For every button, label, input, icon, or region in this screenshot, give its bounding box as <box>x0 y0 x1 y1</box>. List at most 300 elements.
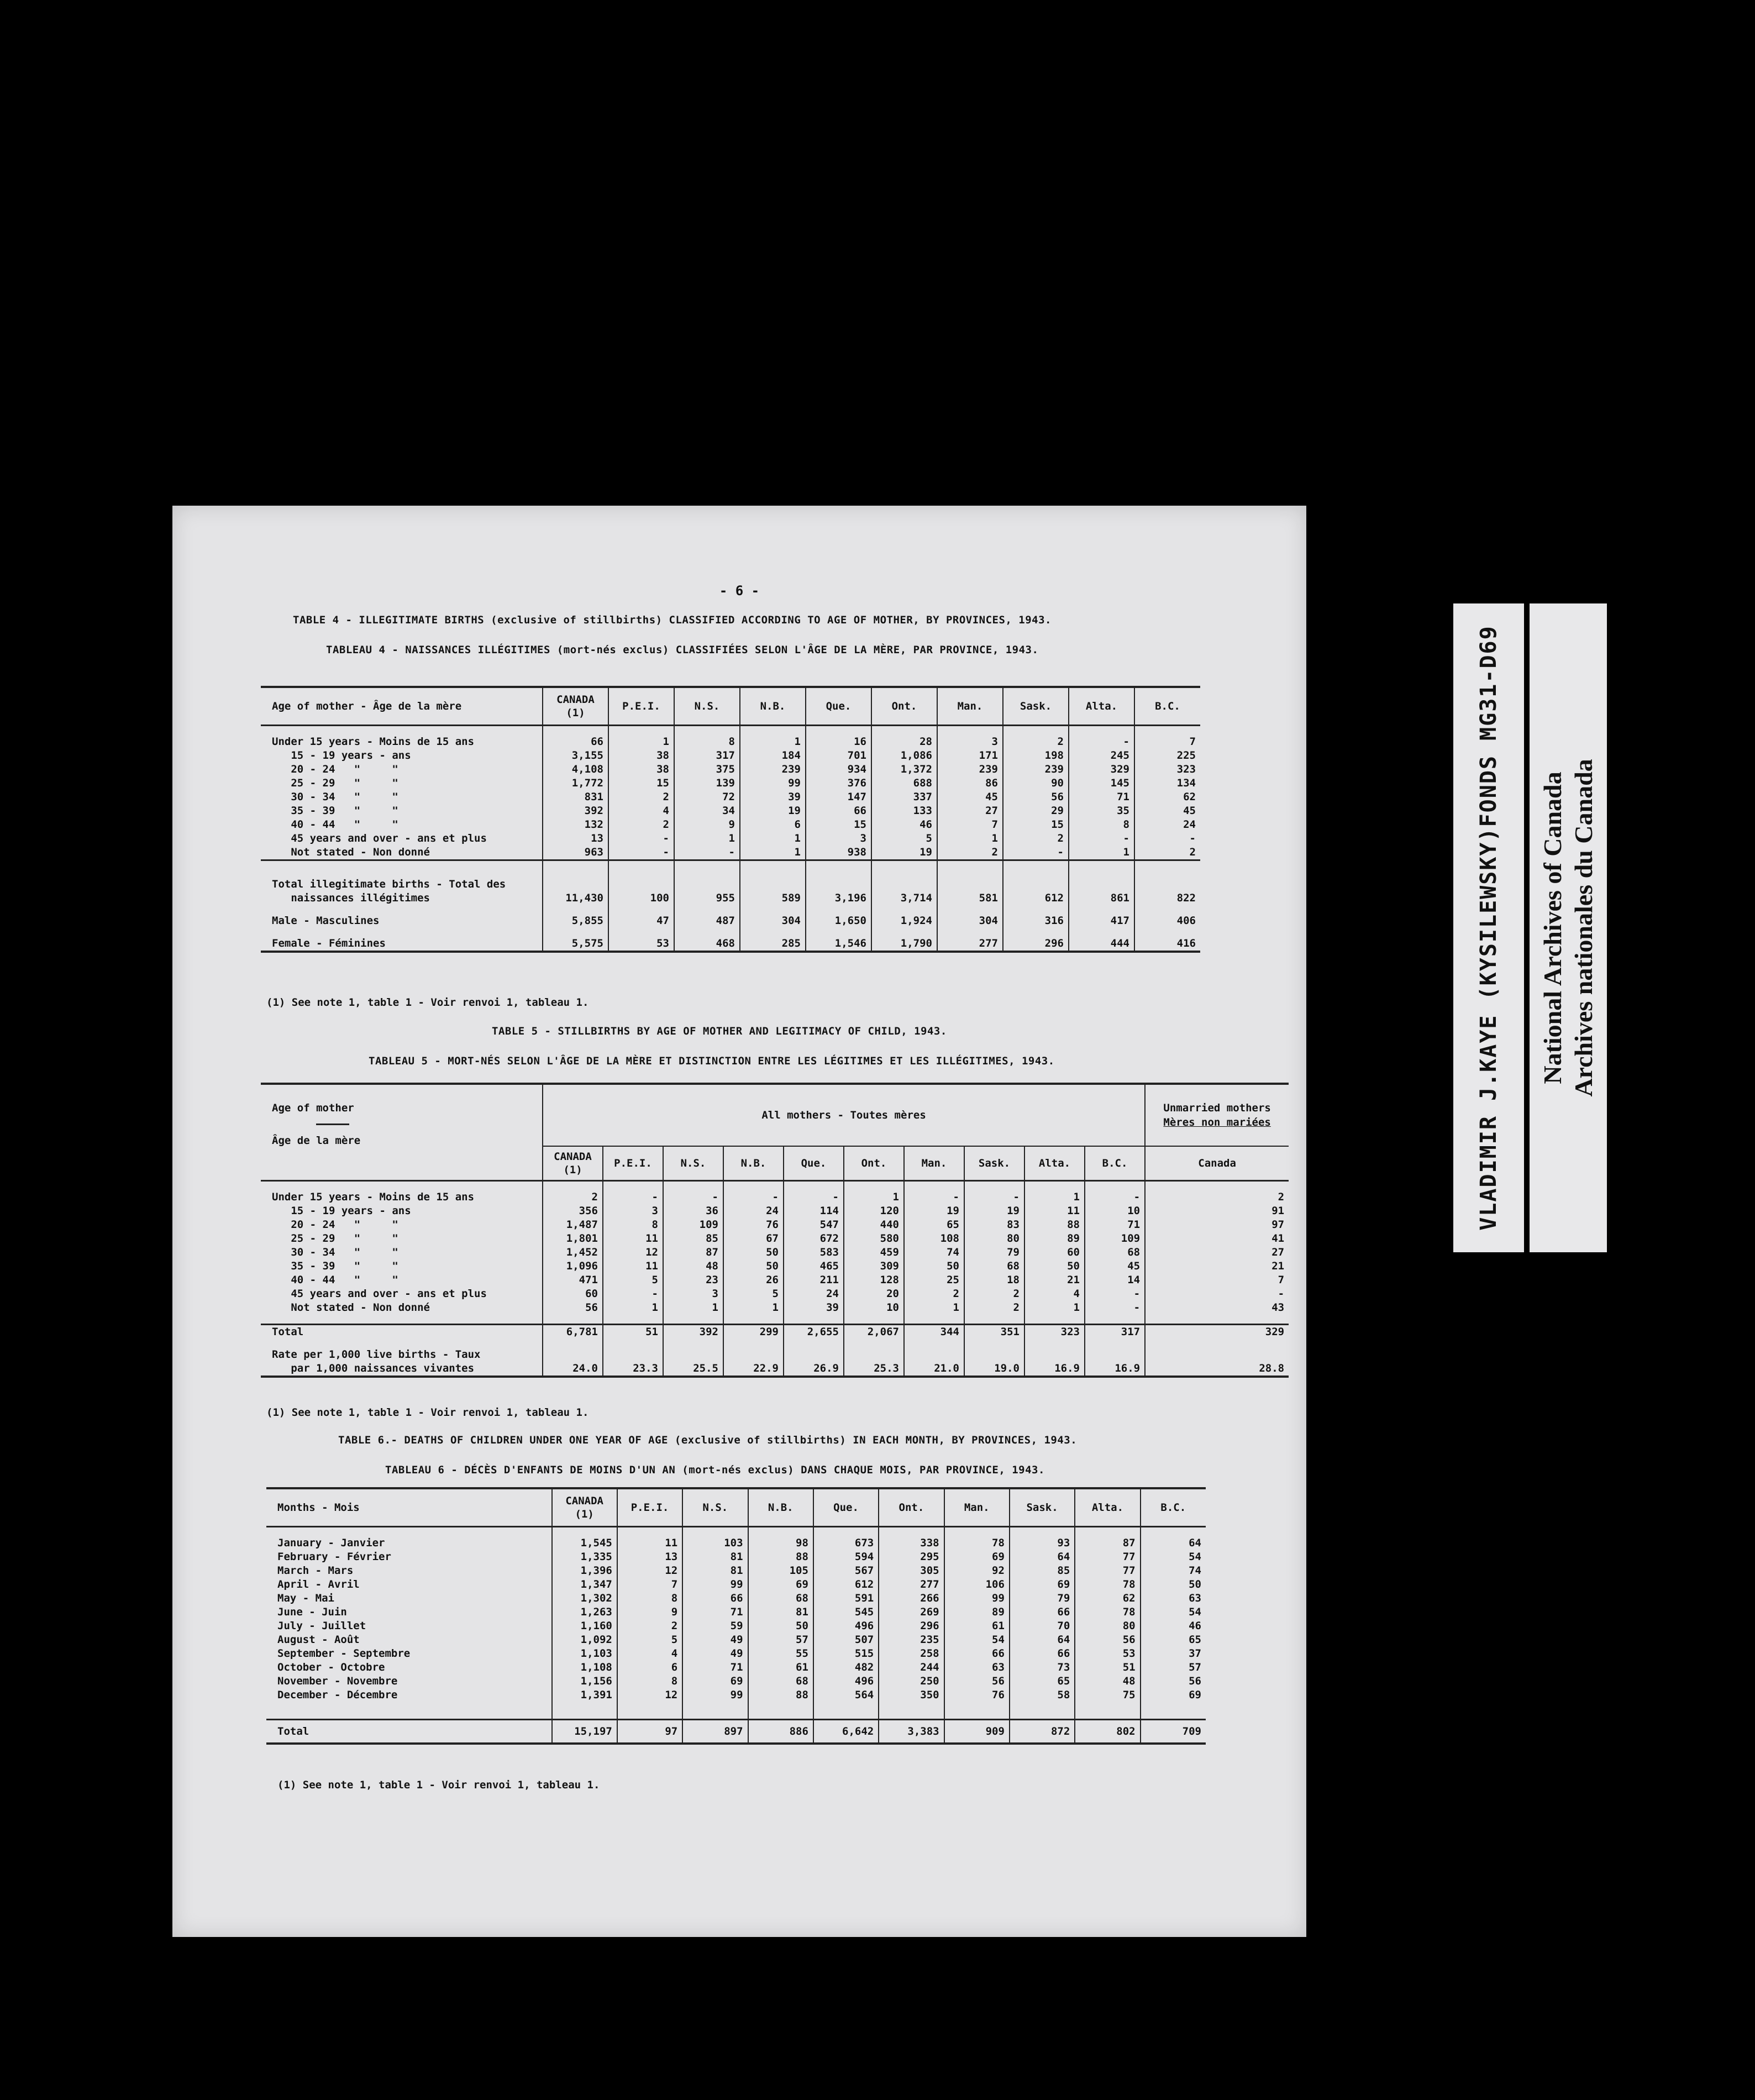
table5 <box>261 1083 1289 1378</box>
table4-row <box>261 735 1200 749</box>
table5-cell: 440 <box>844 1218 904 1232</box>
table6-cell: 81 <box>682 1564 748 1578</box>
table6-cell: 1,263 <box>552 1605 617 1619</box>
table5-row-label-text2: par 1,000 naissances vivantes <box>272 1362 475 1374</box>
table6-cell: 2 <box>617 1619 682 1633</box>
table5-cell: 2 <box>964 1287 1024 1301</box>
table6-cell: 99 <box>682 1688 748 1702</box>
table4-cell: 7 <box>937 818 1003 832</box>
table6-cell: 909 <box>944 1720 1010 1744</box>
table6-cell: 56 <box>1075 1633 1140 1647</box>
table6-row <box>266 1550 1206 1564</box>
table5-cell: 4 <box>1024 1287 1085 1301</box>
table5-cell: 23.3 <box>603 1348 663 1377</box>
table6-cell: 69 <box>1141 1688 1206 1702</box>
table4-row-label <box>261 749 543 763</box>
table6-cell: 62 <box>1075 1592 1140 1605</box>
table5-cell: 547 <box>784 1218 844 1232</box>
table4-cell: 27 <box>937 804 1003 818</box>
table5-cell: 344 <box>904 1325 964 1340</box>
table6-cell: 269 <box>879 1605 944 1619</box>
table6-cell: 81 <box>682 1550 748 1564</box>
table5-cell: 299 <box>723 1325 784 1340</box>
table6-cell: 78 <box>1075 1578 1140 1592</box>
table5-cell: 351 <box>964 1325 1024 1340</box>
table4-cell: - <box>1069 832 1134 846</box>
table5-cell: - <box>904 1190 964 1204</box>
table4-cell: 9 <box>674 818 740 832</box>
table6-cell: 3,383 <box>879 1720 944 1744</box>
table4-cell: 62 <box>1134 790 1200 804</box>
table5-cell: 2 <box>543 1190 603 1204</box>
archives-en: National Archives of Canada <box>1538 771 1567 1084</box>
archives-label <box>1530 603 1607 1252</box>
table5-cell: 27 <box>1145 1246 1289 1259</box>
table6-cell: 482 <box>813 1661 879 1674</box>
table5-cell: 68 <box>964 1259 1024 1273</box>
table5-cell: 1 <box>1024 1301 1085 1315</box>
table4-row-label <box>261 818 543 832</box>
table5-row <box>261 1348 1289 1377</box>
table5-cell: 80 <box>964 1232 1024 1246</box>
table5-cell: 392 <box>663 1325 723 1340</box>
table4-cell: 239 <box>937 763 1003 776</box>
table6-cell: 1,391 <box>552 1688 617 1702</box>
table5-row-label-text: Total <box>272 1326 304 1338</box>
table6-cell: 71 <box>682 1605 748 1619</box>
table6-row-label <box>266 1578 552 1592</box>
table6-row-label-text: November - Novembre <box>277 1675 398 1687</box>
table4-cell: 8 <box>674 735 740 749</box>
table4-cell: - <box>608 846 674 860</box>
table5-col-header: Ont. <box>844 1146 904 1181</box>
table5-row <box>261 1273 1289 1287</box>
table4-col-header: CANADA (1) <box>543 687 608 726</box>
table4-cell: 2 <box>608 818 674 832</box>
table4-cell: 5,855 <box>543 914 608 928</box>
table5-cell: 24 <box>723 1204 784 1218</box>
table5-cell: 1 <box>844 1190 904 1204</box>
table6-row-label-text: October - Octobre <box>277 1661 385 1673</box>
table5-cell: 672 <box>784 1232 844 1246</box>
table4-cell: 8 <box>1069 818 1134 832</box>
table4-cell: 145 <box>1069 776 1134 790</box>
table5-cell: 14 <box>1085 1273 1145 1287</box>
table4-cell: 1,650 <box>806 914 871 928</box>
table4-col-header: Ont. <box>871 687 937 726</box>
table4-cell: 171 <box>937 749 1003 763</box>
table4-cell: 45 <box>937 790 1003 804</box>
table5-row-label-text: 45 years and over - ans et plus <box>272 1288 487 1300</box>
table6-cell: 66 <box>682 1592 748 1605</box>
table4-cell: 45 <box>1134 804 1200 818</box>
table4-cell: 134 <box>1134 776 1200 790</box>
table4-row-label <box>261 937 543 952</box>
table4-row <box>261 749 1200 763</box>
table6-cell: 9 <box>617 1605 682 1619</box>
table5-cell: 580 <box>844 1232 904 1246</box>
table5-cell: 1,452 <box>543 1246 603 1259</box>
table6-row-label <box>266 1720 552 1744</box>
table4-cell: 5,575 <box>543 937 608 952</box>
table5-cell: 18 <box>964 1273 1024 1287</box>
table5-row-label-text: 20 - 24 " " <box>272 1219 398 1231</box>
table4-cell: 1 <box>674 832 740 846</box>
table4-row-label <box>261 804 543 818</box>
table6-cell: 48 <box>1075 1674 1140 1688</box>
table6-note: (1) See note 1, table 1 - Voir renvoi 1, tableau 1. <box>277 1779 600 1791</box>
table4-row-label-text2: naissances illégitimes <box>272 892 430 904</box>
table6-row <box>266 1536 1206 1550</box>
table4-cell: 7 <box>1134 735 1200 749</box>
table6-cell: 64 <box>1010 1633 1075 1647</box>
table6-cell: 305 <box>879 1564 944 1578</box>
table6-row-label-text: April - Avril <box>277 1578 360 1590</box>
table5-cell: 21 <box>1024 1273 1085 1287</box>
table4-cell: 16 <box>806 735 871 749</box>
table5-row-label <box>261 1232 543 1246</box>
table6-row-label-text: June - Juin <box>277 1606 347 1618</box>
table5-cell: 22.9 <box>723 1348 784 1377</box>
table5-cell: 10 <box>1085 1204 1145 1218</box>
table5-cell: - <box>723 1190 784 1204</box>
table4-cell: 86 <box>937 776 1003 790</box>
table4-cell: 831 <box>543 790 608 804</box>
table5-cell: 323 <box>1024 1325 1085 1340</box>
table6-cell: 1,396 <box>552 1564 617 1578</box>
table5-cell: 5 <box>723 1287 784 1301</box>
table4-cell: 11,430 <box>543 878 608 905</box>
table5-row-label <box>261 1273 543 1287</box>
table4-cell: 2 <box>1134 846 1200 860</box>
table4-row-label-text: 35 - 39 " " <box>272 805 398 817</box>
table4-cell: 34 <box>674 804 740 818</box>
table6-row-label <box>266 1633 552 1647</box>
table5-cell: - <box>1145 1287 1289 1301</box>
table4-cell: 46 <box>871 818 937 832</box>
table5-cell: 20 <box>844 1287 904 1301</box>
table6-cell: 99 <box>682 1578 748 1592</box>
table6-cell: 97 <box>617 1720 682 1744</box>
table5-cell: 5 <box>603 1273 663 1287</box>
table5-cell: 471 <box>543 1273 603 1287</box>
table5-row-label <box>261 1348 543 1377</box>
table6-cell: 37 <box>1141 1647 1206 1661</box>
table4-row <box>261 804 1200 818</box>
table6-cell: 8 <box>617 1592 682 1605</box>
table5-cell: 71 <box>1085 1218 1145 1232</box>
archives-fr: Archives nationales du Canada <box>1569 759 1598 1097</box>
table6-title-en: TABLE 6.- DEATHS OF CHILDREN UNDER ONE YEAR OF AGE (exclusive of stillbirths) IN EACH MONTH, BY PROVINCES, 1943. <box>338 1434 1078 1446</box>
table6-cell: 1,545 <box>552 1536 617 1550</box>
table5-cell: 108 <box>904 1232 964 1246</box>
table4-cell: 861 <box>1069 878 1134 905</box>
table5-cell: 50 <box>723 1246 784 1259</box>
table4-cell: 3,155 <box>543 749 608 763</box>
table5-header-label-fr: Âge de la mère <box>272 1135 361 1147</box>
table6-cell: 8 <box>617 1674 682 1688</box>
table4-cell: 3 <box>937 735 1003 749</box>
table6-cell: 1,335 <box>552 1550 617 1564</box>
table4-cell: 245 <box>1069 749 1134 763</box>
table5-row-label <box>261 1259 543 1273</box>
table4-cell: 100 <box>608 878 674 905</box>
table6-cell: 99 <box>944 1592 1010 1605</box>
table6-cell: 63 <box>1141 1592 1206 1605</box>
table6-row <box>266 1619 1206 1633</box>
table4-cell: 5 <box>871 832 937 846</box>
table5-cell: 56 <box>543 1301 603 1315</box>
table4-note: (1) See note 1, table 1 - Voir renvoi 1, tableau 1. <box>266 996 589 1009</box>
table4-cell: 19 <box>740 804 806 818</box>
table6-cell: 69 <box>1010 1578 1075 1592</box>
table4-cell: 296 <box>1003 937 1069 952</box>
table4-row-label <box>261 832 543 846</box>
table6-row <box>266 1605 1206 1619</box>
table6-cell: 57 <box>748 1633 813 1647</box>
table5-cell: 19.0 <box>964 1348 1024 1377</box>
table6-cell: 53 <box>1075 1647 1140 1661</box>
table6-cell: 13 <box>617 1550 682 1564</box>
table5-cell: 16.9 <box>1024 1348 1085 1377</box>
table4-col-header: Que. <box>806 687 871 726</box>
table6-cell: 92 <box>944 1564 1010 1578</box>
table6-cell: 77 <box>1075 1564 1140 1578</box>
table5-col-header: B.C. <box>1085 1146 1145 1181</box>
table6-cell: 897 <box>682 1720 748 1744</box>
table6-row <box>266 1688 1206 1702</box>
table5-cell: 2 <box>964 1301 1024 1315</box>
table4-cell: 71 <box>1069 790 1134 804</box>
table6-cell: 56 <box>944 1674 1010 1688</box>
table6-row <box>266 1592 1206 1605</box>
table6-cell: 1,302 <box>552 1592 617 1605</box>
table6-row-label-text: May - Mai <box>277 1592 334 1604</box>
table5-cell: 50 <box>904 1259 964 1273</box>
table5-cell: 465 <box>784 1259 844 1273</box>
table4-row-label <box>261 735 543 749</box>
table5-cell: 1 <box>1024 1190 1085 1204</box>
table6-cell: 1,347 <box>552 1578 617 1592</box>
table5-cell: 211 <box>784 1273 844 1287</box>
table5-cell: 6,781 <box>543 1325 603 1340</box>
table4-col-header: N.S. <box>674 687 740 726</box>
table4-cell: 1,546 <box>806 937 871 952</box>
table6-row-label-text: January - Janvier <box>277 1537 385 1549</box>
table4-cell: 19 <box>871 846 937 860</box>
table4-row <box>261 776 1200 790</box>
table6-cell: 73 <box>1010 1661 1075 1674</box>
table5-cell: 65 <box>904 1218 964 1232</box>
table4-cell: 28 <box>871 735 937 749</box>
table4-cell: 2 <box>608 790 674 804</box>
table5-cell: - <box>603 1190 663 1204</box>
table4-col-header: B.C. <box>1134 687 1200 726</box>
table4-row <box>261 763 1200 776</box>
table6-cell: 235 <box>879 1633 944 1647</box>
table6-cell: 54 <box>1141 1550 1206 1564</box>
table5-row-label <box>261 1301 543 1315</box>
table6-cell: 594 <box>813 1550 879 1564</box>
table6-cell: 68 <box>748 1592 813 1605</box>
table6-cell: 56 <box>1141 1674 1206 1688</box>
table5-cell: 45 <box>1085 1259 1145 1273</box>
table6-cell: 88 <box>748 1550 813 1564</box>
table5-cell: 2,655 <box>784 1325 844 1340</box>
table4-cell: 38 <box>608 749 674 763</box>
table5-cell: 309 <box>844 1259 904 1273</box>
table5-cell: 67 <box>723 1232 784 1246</box>
table6-cell: 64 <box>1141 1536 1206 1550</box>
table4-row-label-text: 45 years and over - ans et plus <box>272 832 487 844</box>
table6-cell: 507 <box>813 1633 879 1647</box>
table6-row-label <box>266 1619 552 1633</box>
table5-cell: 128 <box>844 1273 904 1287</box>
table6-cell: 1,108 <box>552 1661 617 1674</box>
table6-cell: 71 <box>682 1661 748 1674</box>
table5-cell: 28.8 <box>1145 1348 1289 1377</box>
table4-cell: 198 <box>1003 749 1069 763</box>
table4-cell: 612 <box>1003 878 1069 905</box>
table4-cell: 99 <box>740 776 806 790</box>
table4-cell: 938 <box>806 846 871 860</box>
table5-row <box>261 1301 1289 1315</box>
table5-cell: 16.9 <box>1085 1348 1145 1377</box>
table6-cell: 78 <box>944 1536 1010 1550</box>
table6-row-label <box>266 1536 552 1550</box>
table5-cell: 583 <box>784 1246 844 1259</box>
table6-row <box>266 1720 1206 1744</box>
table4-cell: 1 <box>937 832 1003 846</box>
table5-cell: 109 <box>663 1218 723 1232</box>
table6-row <box>266 1578 1206 1592</box>
table5-row <box>261 1259 1289 1273</box>
table5-col-header: P.E.I. <box>603 1146 663 1181</box>
table5-cell: 21.0 <box>904 1348 964 1377</box>
table5-cell: 114 <box>784 1204 844 1218</box>
table6-cell: 15,197 <box>552 1720 617 1744</box>
table4-cell: 468 <box>674 937 740 952</box>
table4-cell: 15 <box>608 776 674 790</box>
table4-row-label-text: Total illegitimate births - Total des <box>272 878 506 890</box>
table5-cell: 97 <box>1145 1218 1289 1232</box>
table6-cell: 1,156 <box>552 1674 617 1688</box>
table6-cell: 515 <box>813 1647 879 1661</box>
table5-cell: 317 <box>1085 1325 1145 1340</box>
table4-cell: 66 <box>543 735 608 749</box>
table6-row-label-text: December - Décembre <box>277 1689 398 1701</box>
table5-row-label-text: Not stated - Non donné <box>272 1301 430 1314</box>
table6 <box>266 1487 1206 1745</box>
table5-col-header: N.S. <box>663 1146 723 1181</box>
table6-cell: 106 <box>944 1578 1010 1592</box>
table6-header-label: Months - Mois <box>266 1488 552 1527</box>
table6-cell: 4 <box>617 1647 682 1661</box>
table6-cell: 1,160 <box>552 1619 617 1633</box>
table4-cell: 139 <box>674 776 740 790</box>
table4-row <box>261 846 1200 860</box>
table4-cell: 39 <box>740 790 806 804</box>
table5-cell: 459 <box>844 1246 904 1259</box>
table5-cell: - <box>603 1287 663 1301</box>
table4-row-label-text: Under 15 years - Moins de 15 ans <box>272 736 475 748</box>
table6-cell: 79 <box>1010 1592 1075 1605</box>
table5-cell: 12 <box>603 1246 663 1259</box>
table6-cell: 295 <box>879 1550 944 1564</box>
table4-header-label: Age of mother - Âge de la mère <box>261 687 543 726</box>
table4-cell: - <box>674 846 740 860</box>
table5-cell: 3 <box>663 1287 723 1301</box>
table4-cell: 35 <box>1069 804 1134 818</box>
table6-cell: 6,642 <box>813 1720 879 1744</box>
table4-cell: 1,372 <box>871 763 937 776</box>
table6-cell: 57 <box>1141 1661 1206 1674</box>
table5-cell: 8 <box>603 1218 663 1232</box>
table6-cell: 886 <box>748 1720 813 1744</box>
table6-cell: 68 <box>748 1674 813 1688</box>
table6-col-header: P.E.I. <box>617 1488 682 1527</box>
table5-cell: 88 <box>1024 1218 1085 1232</box>
table4-col-header: N.B. <box>740 687 806 726</box>
table4-cell: 1 <box>740 846 806 860</box>
table5-cell: 76 <box>723 1218 784 1232</box>
table4-cell: 6 <box>740 818 806 832</box>
table5-row-label <box>261 1204 543 1218</box>
table6-row-label-text: Total <box>277 1725 309 1737</box>
table5-row-label-text: 35 - 39 " " <box>272 1260 398 1272</box>
table5-cell: 21 <box>1145 1259 1289 1273</box>
table4-row <box>261 914 1200 928</box>
table6-cell: 66 <box>1010 1605 1075 1619</box>
table4-cell: 4,108 <box>543 763 608 776</box>
table6-cell: 54 <box>1141 1605 1206 1619</box>
table6-cell: 567 <box>813 1564 879 1578</box>
table5-cell: 26 <box>723 1273 784 1287</box>
table4-col-header: Man. <box>937 687 1003 726</box>
table5-title-en: TABLE 5 - STILLBIRTHS BY AGE OF MOTHER AND LEGITIMACY OF CHILD, 1943. <box>492 1025 947 1037</box>
table5-cell: 109 <box>1085 1232 1145 1246</box>
table6-cell: 338 <box>879 1536 944 1550</box>
table5-cell: 120 <box>844 1204 904 1218</box>
table4-row-label <box>261 878 543 905</box>
table4-cell: 90 <box>1003 776 1069 790</box>
table5-cell: 26.9 <box>784 1348 844 1377</box>
table6-cell: 496 <box>813 1674 879 1688</box>
table4-cell: 444 <box>1069 937 1134 952</box>
table5-row-label-text: 40 - 44 " " <box>272 1274 398 1286</box>
table4-cell: 1,086 <box>871 749 937 763</box>
table5-row-label <box>261 1287 543 1301</box>
table4-row <box>261 937 1200 952</box>
table5-row-label-text: Under 15 years - Moins de 15 ans <box>272 1191 475 1203</box>
table5-cell: - <box>1085 1301 1145 1315</box>
table5-row-label <box>261 1246 543 1259</box>
table4-cell: 1,924 <box>871 914 937 928</box>
table4-cell: 4 <box>608 804 674 818</box>
table5-cell: 3 <box>603 1204 663 1218</box>
table6-cell: 61 <box>944 1619 1010 1633</box>
table5-cell: - <box>964 1190 1024 1204</box>
table6-cell: 350 <box>879 1688 944 1702</box>
table4-col-header: P.E.I. <box>608 687 674 726</box>
table5-cell: 25.3 <box>844 1348 904 1377</box>
table4-cell: 316 <box>1003 914 1069 928</box>
table4-row-label-text: 15 - 19 years - ans <box>272 749 411 762</box>
table5-row <box>261 1204 1289 1218</box>
table4-cell: 323 <box>1134 763 1200 776</box>
table4-cell: 3 <box>806 832 871 846</box>
table5-col-header: Que. <box>784 1146 844 1181</box>
